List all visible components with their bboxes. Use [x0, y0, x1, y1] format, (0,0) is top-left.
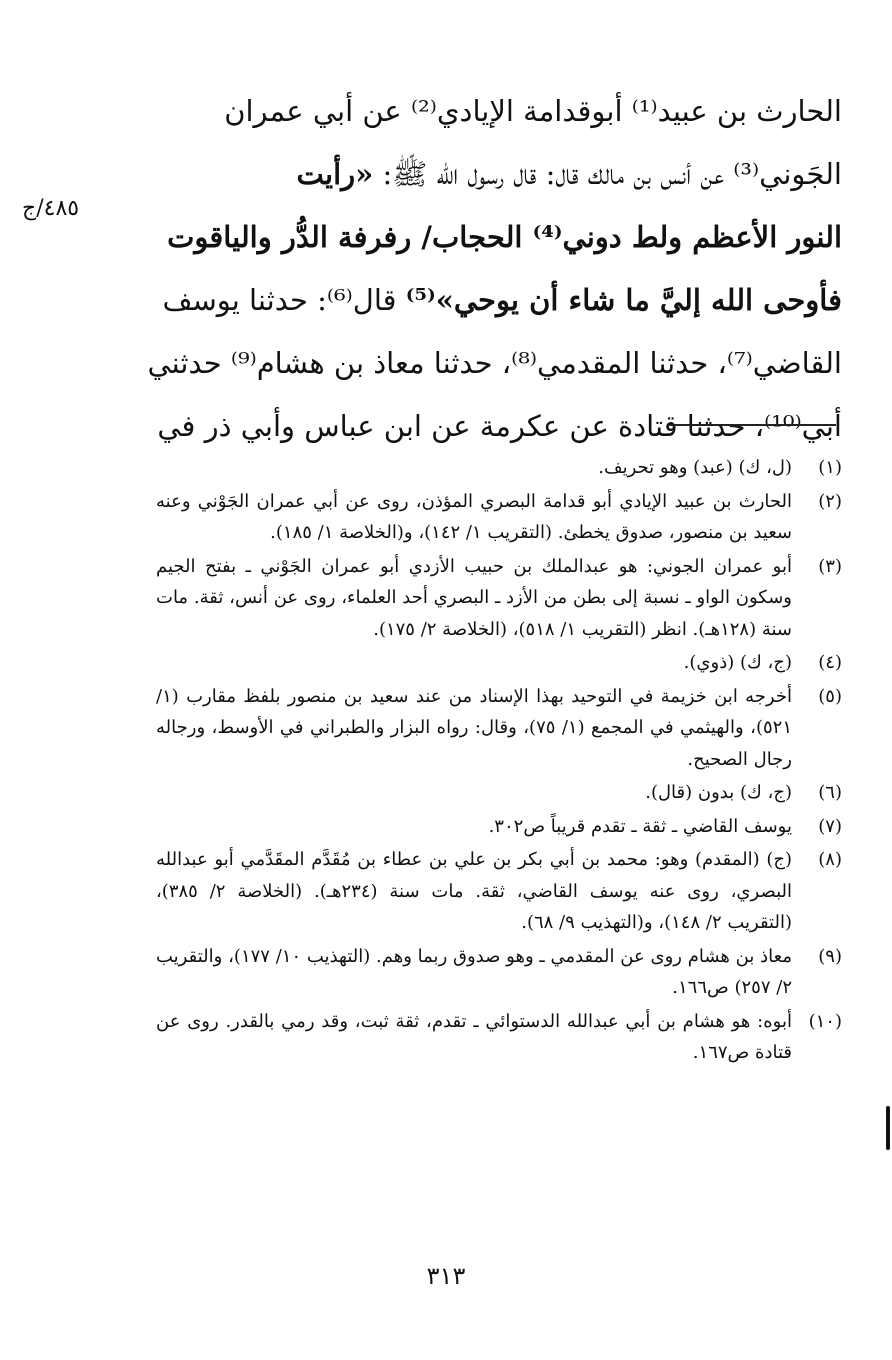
main-text-line — [162, 80, 842, 143]
page-number: ٣١٣ — [426, 1262, 466, 1290]
footnote — [156, 647, 842, 679]
footnotes — [156, 452, 842, 1071]
footnote-text: أبوه: هو هشام بن أبي عبدالله الدستوائي ـ تقدم، ثقة ثبت، وقد رمي بالقدر. روى عن قتادة ص١٦٧. — [156, 1010, 792, 1063]
main-text-line — [162, 269, 842, 332]
footnote-text: (ج، ك) بدون (قال). — [645, 782, 792, 803]
main-text-line — [157, 395, 842, 458]
narration-text: قال⁽⁶⁾: حدثنا يوسف — [162, 283, 406, 317]
footnote — [156, 777, 842, 809]
narration-text: أبي⁽¹⁰⁾، حدثنا قتادة عن عكرمة عن ابن عباس وأبي ذر في — [157, 409, 842, 443]
narration-text: القاضي⁽⁷⁾، حدثنا المقدمي⁽⁸⁾، حدثنا معاذ بن هشام⁽⁹⁾ حدثني — [147, 346, 842, 380]
footnote-text: أبو عمران الجوني: هو عبدالملك بن حبيب الأزدي أبو عمران الجَوْني ـ بفتح الجيم وسكون الواو ـ نسبة إلى بطن من الأزد ـ البصري أحد العلماء، روى عن أنس، ثقة. مات سنة (١٢٨هـ). انظر (التقريب ١/ ٥١٨)، (الخلاصة ٢/ ١٧٥). — [156, 555, 792, 640]
footnote-number: (٧) — [818, 815, 842, 837]
footnote-text: الحارث بن عبيد الإيادي أبو قدامة البصري المؤذن، روى عن أبي عمران الجَوْني وعنه سعيد بن منصور، صدوق يخطئ. (التقريب ١/ ١٤٢)، و(الخلاصة ١/ ١٨٥). — [156, 490, 792, 543]
main-text — [147, 80, 842, 458]
footnote-text: (ج، ك) (ذوي). — [683, 652, 792, 673]
footnote — [156, 452, 842, 484]
footnote-number: (٤) — [818, 652, 842, 673]
main-text-line — [162, 143, 842, 206]
footnote-number: (٣) — [818, 555, 842, 577]
footnote — [156, 551, 842, 646]
main-text-line — [162, 206, 842, 269]
footnote-separator — [668, 424, 836, 426]
footnote-number: (٦) — [818, 782, 842, 803]
footnote — [156, 941, 842, 1004]
hadith-quote-text: النور الأعظم ولط دوني⁽⁴⁾ الحجاب/ رفرفة الدُّر والياقوت — [167, 220, 842, 254]
footnote — [156, 1006, 842, 1069]
footnote-number: (٨) — [818, 849, 842, 870]
footnote — [156, 844, 842, 939]
footnote-number: (٢) — [818, 490, 842, 512]
narration-text: الحارث بن عبيد⁽¹⁾ أبوقدامة الإيادي⁽²⁾ عن أبي عمران — [224, 94, 842, 128]
margin-mark — [886, 1106, 890, 1150]
footnote-text: (ج) (المقدم) وهو: محمد بن أبي بكر بن علي بن عطاء بن مُقَدَّم المقَدَّمي أبو عبدالله البصري، روى عنه يوسف القاضي، ثقة. مات سنة (٢٣٤هـ). (الخلاصة ٢/ ٣٨٥)، (التقريب ٢/ ١٤٨)، و(التهذيب ٩/ ٦٨). — [156, 849, 792, 933]
footnote — [156, 681, 842, 776]
manuscript-page-reference: ٤٨٥/ج — [22, 196, 80, 221]
footnote-number: (٩) — [818, 945, 842, 967]
hadith-quote-text: «رأيت — [296, 157, 374, 191]
narration-text: الجَوني⁽³⁾ عن أنس بن مالك قال: قال رسول الله ﷺ: — [373, 157, 842, 191]
main-text-line — [147, 332, 842, 395]
hadith-quote-text: فأوحى الله إليَّ ما شاء أن يوحي»⁽⁵⁾ — [405, 283, 842, 317]
footnote-number: (١) — [818, 457, 842, 478]
footnote — [156, 486, 842, 549]
footnote-text: (ل، ك) (عبد) وهو تحريف. — [598, 457, 792, 478]
footnote-text: أخرجه ابن خزيمة في التوحيد بهذا الإسناد من عند سعيد بن منصور بلفظ مقارب (١/ ٥٢١)، والهيثمي في المجمع (١/ ٧٥)، وقال: رواه البزار والطبراني في الأوسط، ورجاله رجال الصحيح. — [156, 685, 793, 770]
footnote-number: (٥) — [818, 685, 842, 707]
footnote-text: يوسف القاضي ـ ثقة ـ تقدم قريباً ص٣٠٢. — [488, 815, 792, 837]
footnote-text: معاذ بن هشام روى عن المقدمي ـ وهو صدوق ربما وهم. (التهذيب ١٠/ ١٧٧)، والتقريب ٢/ ٢٥٧) ص١٦٦. — [156, 945, 792, 998]
footnote-number: (١٠) — [808, 1010, 842, 1032]
footnote — [156, 811, 842, 843]
